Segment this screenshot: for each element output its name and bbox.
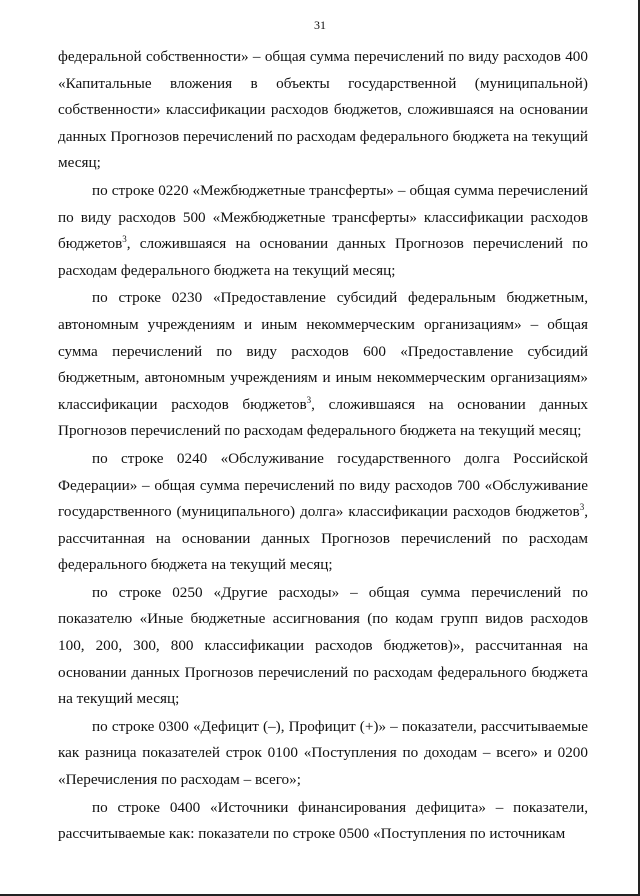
paragraph: [58, 580, 588, 713]
paragraph-text: по строке 0400 «Источники финансирования дефицита» – показатели, рассчитываемые как: показатели по строке 0500 «Поступления по источникам: [58, 798, 588, 843]
document-body: [58, 44, 588, 848]
paragraph-text: по строке 0230 «Предоставление субсидий федеральным бюджетным, автономным учреждениям и иным некоммерческим организациям» – общая сумма перечислений по виду расходов 600 «Предоставление субсидий бюджетным, автономным учреждениям и иным некоммерческим организациям» классификации расходов бюджетов: [58, 289, 588, 413]
paragraph: [58, 285, 588, 445]
paragraph: [58, 178, 588, 284]
page-number: 31: [314, 18, 326, 32]
paragraph-text: , сложившаяся на основании данных Прогнозов перечислений по расходам федерального бюджета на текущий месяц;: [58, 395, 588, 440]
paragraph: [58, 795, 588, 848]
paragraph-text: по строке 0300 «Дефицит (–), Профицит (+)» – показатели, рассчитываемые как разница показателей строк 0100 «Поступления по доходам – всего» и 0200 «Перечисления по расходам – всего»;: [58, 717, 588, 789]
footnote-marker: 3: [579, 502, 585, 513]
paragraph-text: по строке 0240 «Обслуживание государственного долга Российской Федерации» – общая сумма перечислений по виду расходов 700 «Обслуживание государственного (муниципального) долга» классификации расходов бюджетов: [58, 449, 588, 521]
paragraph-text: , сложившаяся на основании данных Прогнозов перечислений по расходам федерального бюджета на текущий месяц;: [58, 235, 588, 279]
paragraph-text: федеральной собственности» – общая сумма перечислений по виду расходов 400 «Капитальные вложения в объекты государственной (муниципальной) собственности» классификации расходов бюджетов, сложившаяся на основании данных Прогнозов перечислений по расходам федерального бюджета на текущий месяц;: [58, 48, 588, 172]
paragraph: [58, 44, 588, 177]
paragraph-text: , рассчитанная на основании данных Прогнозов перечислений по расходам федерального бюджета на текущий месяц;: [58, 503, 588, 574]
paragraph-text: по строке 0250 «Другие расходы» – общая сумма перечислений по показателю «Иные бюджетные ассигнования (по кодам групп видов расходов 100, 200, 300, 800 классификации расходов бюджетов)», рассчитанная на основании данных Прогнозов перечислений по расходам федерального бюджета на текущий месяц;: [58, 583, 588, 708]
paragraph: [58, 714, 588, 794]
footnote-marker: 3: [306, 394, 312, 405]
footnote-marker: 3: [122, 234, 127, 245]
paragraph-text: по строке 0220 «Межбюджетные трансферты» – общая сумма перечислений по виду расходов 500 «Межбюджетные трансферты» классификации расходов бюджетов: [58, 181, 588, 253]
paragraph: [58, 446, 588, 579]
